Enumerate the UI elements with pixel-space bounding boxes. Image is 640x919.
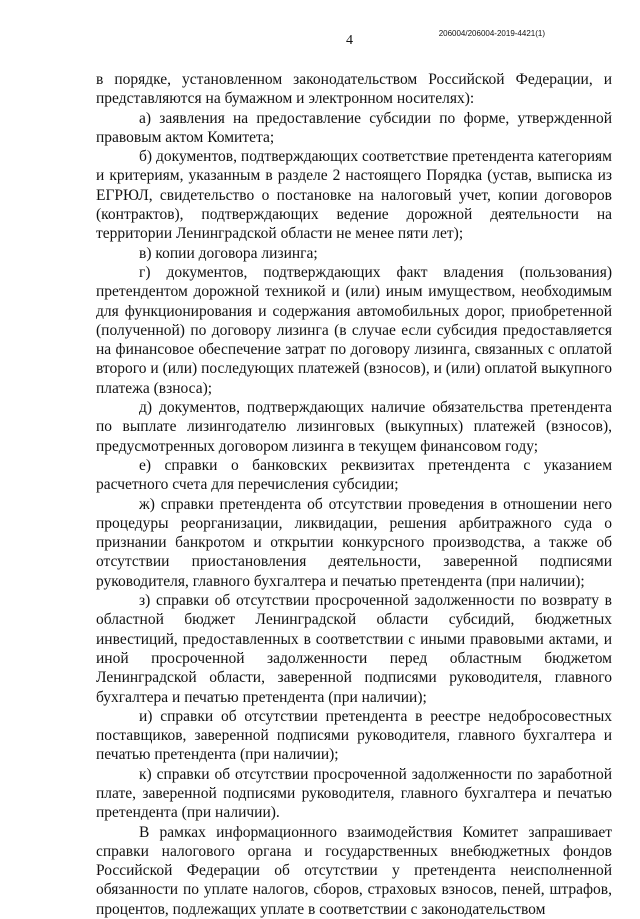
paragraph-item-z: з) справки об отсутствии просроченной задолженности по возврату в областной бюджет Ленинградской области субсидий, бюджетных инвестиций, предоставленных в соответствии с иными правовыми актами, и иной просроченной задолженности перед областным бюджетом Ленинградской области, заверенной подписями руководителя, главного бухгалтера и печатью претендента (при наличии); <box>96 592 612 706</box>
paragraph-item-zh: ж) справки претендента об отсутствии проведения в отношении него процедуры реорганизации, ликвидации, решения арбитражного суда о признании банкротом и открытии конкурсного производства, а также об отсутствии приостановления деятельности, заверенной подписями руководителя, главного бухгалтера и печатью претендента (при наличии); <box>96 495 612 590</box>
paragraph-item-e: е) справки о банковских реквизитах претендента с указанием расчетного счета для перечисления субсидии; <box>96 456 612 494</box>
paragraph-item-d: д) документов, подтверждающих наличие обязательства претендента по выплате лизингодателю лизинговых (выкупных) платежей (взносов), предусмотренных договором лизинга в текущем финансовом году; <box>96 399 612 455</box>
paragraph-item-a: а) заявления на предоставление субсидии по форме, утвержденной правовым актом Комитета; <box>96 109 612 146</box>
document-id: 206004/206004-2019-4421(1) <box>438 29 545 38</box>
paragraph-intro: в порядке, установленном законодательством Российской Федерации, и представляются на бумажном и электронном носителях): <box>96 71 612 108</box>
paragraph-item-k: к) справки об отсутствии просроченной задолженности по заработной плате, заверенной подписями руководителя, главного бухгалтера и печатью претендента (при наличии). <box>96 765 612 822</box>
paragraph-item-g: г) документов, подтверждающих факт владения (пользования) претендентом дорожной техникой и (или) иным имуществом, необходимым для функционирования и содержания автомобильных дорог, приобретенной (полученной) по договору лизинга (в случае если субсидия предоставляется на финансовое обеспечение затрат по договору лизинга, связанных с оплатой второго и (или) последующих платежей (взносов), и (или) оплатой выкупного платежа (взноса); <box>96 263 612 397</box>
paragraph-item-i: и) справки об отсутствии претендента в реестре недобросовестных поставщиков, заверенной подписями руководителя, главного бухгалтера и печатью претендента (при наличии); <box>96 707 612 764</box>
page-number: 4 <box>346 33 353 48</box>
document-body <box>96 70 612 919</box>
paragraph-item-v: в) копии договора лизинга; <box>139 244 318 262</box>
paragraph-interaction: В рамках информационного взаимодействия Комитет запрашивает справки налогового органа и государственных внебюджетных фондов Российской Федерации об отсутствии у претендента неисполненной обязанности по уплате налогов, сборов, страховых взносов, пеней, штрафов, процентов, подлежащих уплате в соответствии с законодательством <box>96 823 612 918</box>
paragraph-item-b: б) документов, подтверждающих соответствие претендента категориям и критериям, указанным в разделе 2 настоящего Порядка (устав, выписка из ЕГРЮЛ, свидетельство о постановке на налоговый учет, копии договоров (контрактов), подтверждающих ведение дорожной деятельности на территории Ленинградской области не менее пяти лет); <box>96 148 612 243</box>
